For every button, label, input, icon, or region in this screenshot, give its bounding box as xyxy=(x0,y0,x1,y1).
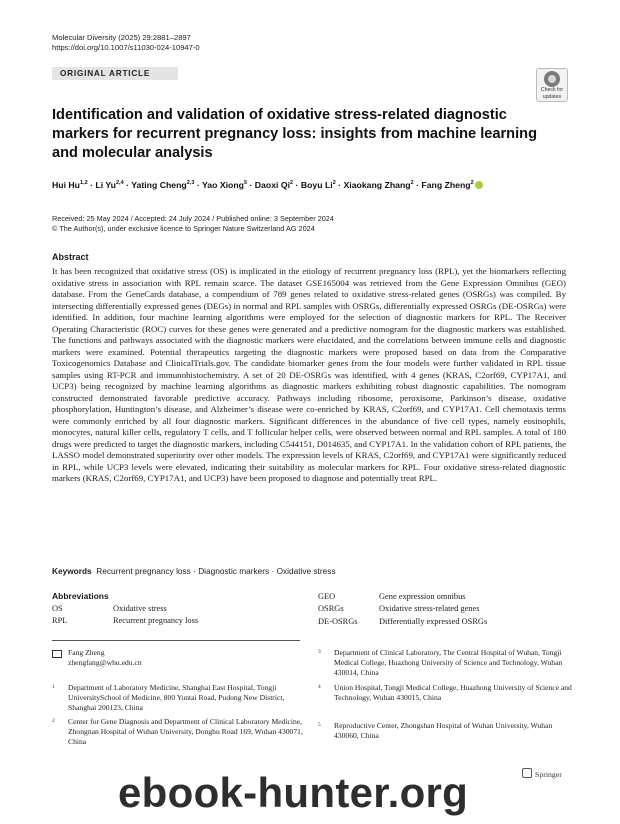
author[interactable]: Yating Cheng$^{2,3}$ xyxy=(131,180,195,190)
affiliation: 4 Union Hospital, Tongji Medical College, Huazhong University of Science and Technology, Wuhan 430015, China xyxy=(318,683,572,702)
orcid-icon[interactable] xyxy=(475,181,483,189)
abbreviation-row: OSRGs Oxidative stress-related genes xyxy=(318,604,480,614)
corresponding-author: Fang Zheng xyxy=(68,648,105,657)
abbreviations-heading: Abbreviations xyxy=(52,591,109,601)
dates-line: Received: 25 May 2024 / Accepted: 24 July 2024 / Published online: 3 September 2024 xyxy=(52,214,334,223)
author[interactable]: Hui Hu$^{1,2}$ xyxy=(52,180,88,190)
author[interactable]: Daoxi Qi$^2$ xyxy=(254,180,294,190)
check-for-updates-icon xyxy=(544,71,560,87)
corresponding-email[interactable]: zhengfang@whu.edu.cn xyxy=(68,657,142,667)
affiliation: 5 Reproductive Center, Zhongshan Hospital of Wuhan University, Wuhan 430060, China xyxy=(318,721,553,740)
publication-dates xyxy=(52,214,334,234)
author-list: Hui Hu$^{1,2}$ · Li Yu$^{2,4}$ · Yating Cheng$^{2,3}$ · Yao Xiong$^5$ · Daoxi $Qi^2$ · Boyu $Li^2$ · Xiaokang Zhang$^2$ · Fang Zheng$^2$ xyxy=(52,180,483,190)
publisher-logo: Springer xyxy=(522,768,562,779)
abbreviation-row: RPL Recurrent pregnancy loss xyxy=(52,616,199,626)
check-for-updates-button[interactable] xyxy=(536,68,568,102)
journal-header xyxy=(52,33,200,53)
springer-horse-icon xyxy=(522,768,532,778)
correspondence xyxy=(52,648,142,668)
envelope-icon xyxy=(52,650,62,658)
keywords-list: Recurrent pregnancy loss · Diagnostic markers · Oxidative stress xyxy=(96,566,336,576)
author[interactable]: Fang Zheng$^2$ xyxy=(421,180,474,190)
check-for-updates-label-2: updates xyxy=(542,93,562,100)
abstract-heading: Abstract xyxy=(52,252,89,262)
abbreviations-left xyxy=(52,603,198,628)
copyright-line: © The Author(s), under exclusive licence to Springer Nature Switzerland AG 2024 xyxy=(52,224,315,234)
journal-citation: Molecular Diversity (2025) 29:2881–2897 xyxy=(52,33,191,42)
affiliation: 1 Department of Laboratory Medicine, Shanghai East Hospital, Tongji UniversitySchool of Medicine, 800 Yuntai Road, Pudong New District, Shanghai 200123, China xyxy=(52,683,285,712)
watermark: ebook-hunter.org xyxy=(118,769,469,816)
affiliation: 3 Department of Clinical Laboratory, The Central Hospital of Wuhan, Tongji Medical College, Huazhong University of Science and Technology, Wuhan 430014, China xyxy=(318,648,563,677)
author[interactable]: Boyu Li$^2$ xyxy=(300,180,336,190)
footnote-divider xyxy=(52,640,300,641)
article-type-badge: ORIGINAL ARTICLE xyxy=(52,67,178,80)
keywords xyxy=(52,566,336,576)
abbreviations-right xyxy=(318,591,487,628)
keywords-label: Keywords xyxy=(52,566,92,576)
affiliation: 2 Center for Gene Diagnosis and Department of Clinical Laboratory Medicine, Zhongnan Hospital of Wuhan University, Donghu Road 169, Wuhan 430071, China xyxy=(52,717,303,746)
author[interactable]: Xiaokang Zhang$^2$ xyxy=(343,180,414,190)
doi-link[interactable]: https://doi.org/10.1007/s11030-024-10947-0 xyxy=(52,43,200,53)
author[interactable]: Li Yu$^{2,4}$ xyxy=(95,180,124,190)
check-for-updates-label-1: Check for xyxy=(540,87,564,93)
abbreviation-row: GEO Gene expression omnibus xyxy=(318,592,466,601)
abbreviation-row: OS Oxidative stress xyxy=(52,604,167,613)
abstract-text: It has been recognized that oxidative stress (OS) is implicated in the etiology of recurrent pregnancy loss (RPL), yet the biomarkers reflecting oxidative stress in association with RPL remain scarce. The dataset GSE165004 was retrieved from the Gene Expression Omnibus (GEO) database. From the GeneCards database, a compendium of 789 genes related to oxidative stress-related genes (OSRGs) was compiled. By intersecting differentially expressed genes (DEGs) in normal and RPL samples with OSRGs, differentially expressed OSRGs (DE-OSRGs) were identified. In addition, four machine learning algorithms were employed for the selection of diagnostic markers for RPL. The Receiver Operating Characteristic (ROC) curves for these genes were generated and a predictive nomogram for the diagnostic markers was established. The functions and pathways associated with the diagnostic markers were elucidated, and the correlations between immune cells and diagnostic markers were examined. Potential therapeutics targeting the diagnostic markers were proposed based on data from the Comparative Toxicogenomics Database and ClinicalTrials.gov. The candidate biomarker genes from the four models were further validated in RPL tissue samples using RT-PCR and immunohistochemistry. A set of 20 DE-OSRGs was identified, with 4 genes (KRAS, C2orf69, CYP17A1, and UCP3) being recognized by machine learning algorithms as diagnostic markers exhibiting robust diagnostic capabilities. The nomogram constructed demonstrated favorable predictive accuracy. Pathways including ribosome, peroxisome, Parkinson’s disease, oxidative phosphorylation, Huntington’s disease, and Alzheimer’s disease were co-enriched by KRAS, C2orf69, and CYP17A1. Cell chemotaxis terms were commonly enriched by all four diagnostic markers. Significant differences in the abundance of five cell types, namely eosinophils, monocytes, natural killer cells, regulatory T cells, and T follicular helper cells, were observed between normal and RPL samples. A total of 180 drugs were predicted to target the diagnostic markers, including C544151, D014635, and CYP17A1. In the validation cohort of RPL patients, the LASSO model demonstrated superiority over other models. The expression levels of KRAS, C2orf69, and CYP17A1 were significantly reduced in RPL, while UCP3 levels were elevated, indicating their suitability as molecular markers for RPL. Four oxidative stress-related diagnostic markers (KRAS, C2orf69, CYP17A1, and UCP3) have been proposed to diagnose and potentially treat RPL. xyxy=(52,266,566,483)
author[interactable]: Yao Xiong$^5$ xyxy=(201,180,248,190)
paper-title: Identification and validation of oxidative stress-related diagnostic markers for recurrent pregnancy loss: insights from machine learning and molecular analysis xyxy=(52,107,537,161)
abbreviation-row: DE-OSRGs Differentially expressed OSRGs xyxy=(318,616,488,626)
